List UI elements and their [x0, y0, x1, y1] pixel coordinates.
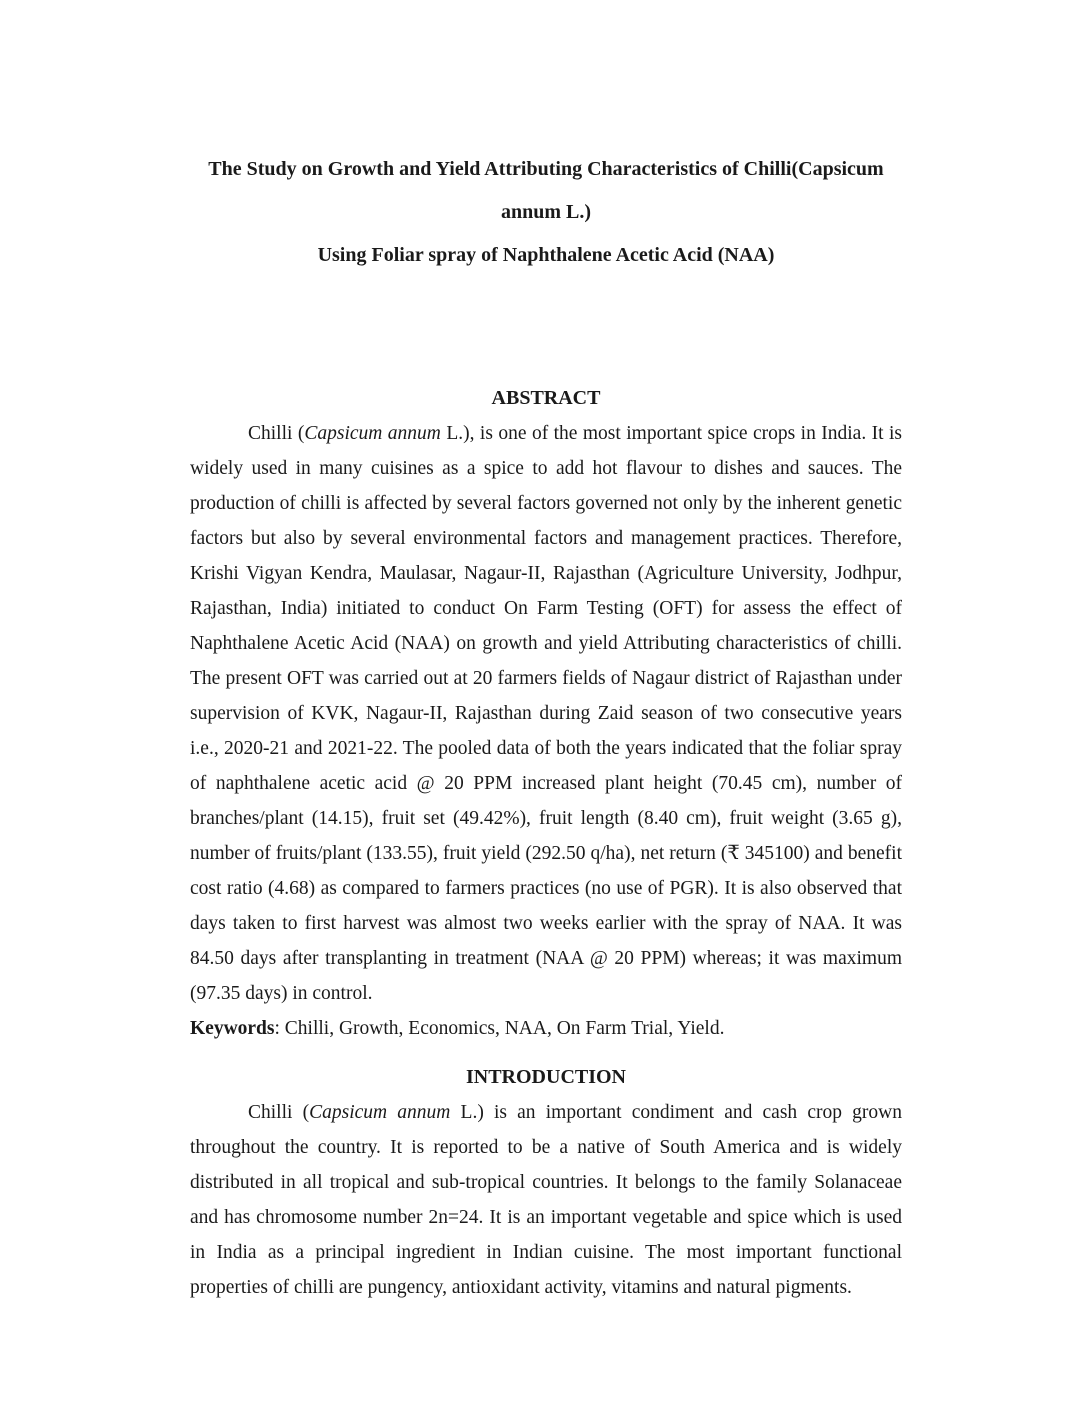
keywords-line	[190, 1011, 902, 1046]
introduction-paragraph	[190, 1095, 902, 1305]
abstract-lead-text: Chilli (	[248, 423, 305, 444]
paper-title-line-1: The Study on Growth and Yield Attributing Characteristics of Chilli(Capsicum annum L.)	[208, 158, 884, 223]
abstract-paragraph	[190, 416, 902, 1011]
page-content	[190, 148, 902, 1305]
introduction-lead-text: Chilli (	[248, 1102, 310, 1123]
introduction-heading: INTRODUCTION	[465, 1066, 627, 1088]
abstract-species-name: Capsicum annum	[304, 423, 441, 444]
abstract-body-text: L.), is one of the most important spice crops in India. It is widely used in many cuisines as a spice to add hot flavour to dishes and sauces. The production of chilli is affected by several factors governed not only by the inherent genetic factors but also by several environmental factors and management practices. Therefore, Krishi Vigyan Kendra, Maulasar, Nagaur-II, Rajasthan (Agriculture University, Jodhpur, Rajasthan, India) initiated to conduct On Farm Testing (OFT) for assess the effect of Naphthalene Acetic Acid (NAA) on growth and yield Attributing characteristics of chilli. The present OFT was carried out at 20 farmers fields of Nagaur district of Rajasthan under supervision of KVK, Nagaur-II, Rajasthan during Zaid season of two consecutive years i.e., 2020-21 and 2021-22. The pooled data of both the years indicated that the foliar spray of naphthalene acetic acid @ 20 PPM increased plant height (70.45 cm), number of branches/plant (14.15), fruit set (49.42%), fruit length (8.40 cm), fruit weight (3.65 g), number of fruits/plant (133.55), fruit yield (292.50 q/ha), net return (₹ 345100) and benefit cost ratio (4.68) as compared to farmers practices (no use of PGR). It is also observed that days taken to first harvest was almost two weeks earlier with the spray of NAA. It was 84.50 days after transplanting in treatment (NAA @ 20 PPM) whereas; it was maximum (97.35 days) in control.	[190, 423, 902, 1004]
introduction-body-text: L.) is an important condiment and cash crop grown throughout the country. It is reported to be a native of South America and is widely distributed in all tropical and sub-tropical countries. It belongs to the family Solanaceae and has chromosome number 2n=24. It is an important vegetable and spice which is used in India as a principal ingredient in Indian cuisine. The most important functional properties of chilli are pungency, antioxidant activity, vitamins and natural pigments.	[190, 1102, 902, 1298]
keywords-label: Keywords	[190, 1018, 275, 1039]
introduction-species-name: Capsicum annum	[309, 1102, 451, 1123]
paper-title-line-2: Using Foliar spray of Naphthalene Acetic Acid (NAA)	[317, 244, 775, 266]
abstract-heading: ABSTRACT	[491, 387, 601, 409]
keywords-text: : Chilli, Growth, Economics, NAA, On Farm Trial, Yield.	[274, 1018, 725, 1039]
paper-title	[190, 148, 902, 277]
